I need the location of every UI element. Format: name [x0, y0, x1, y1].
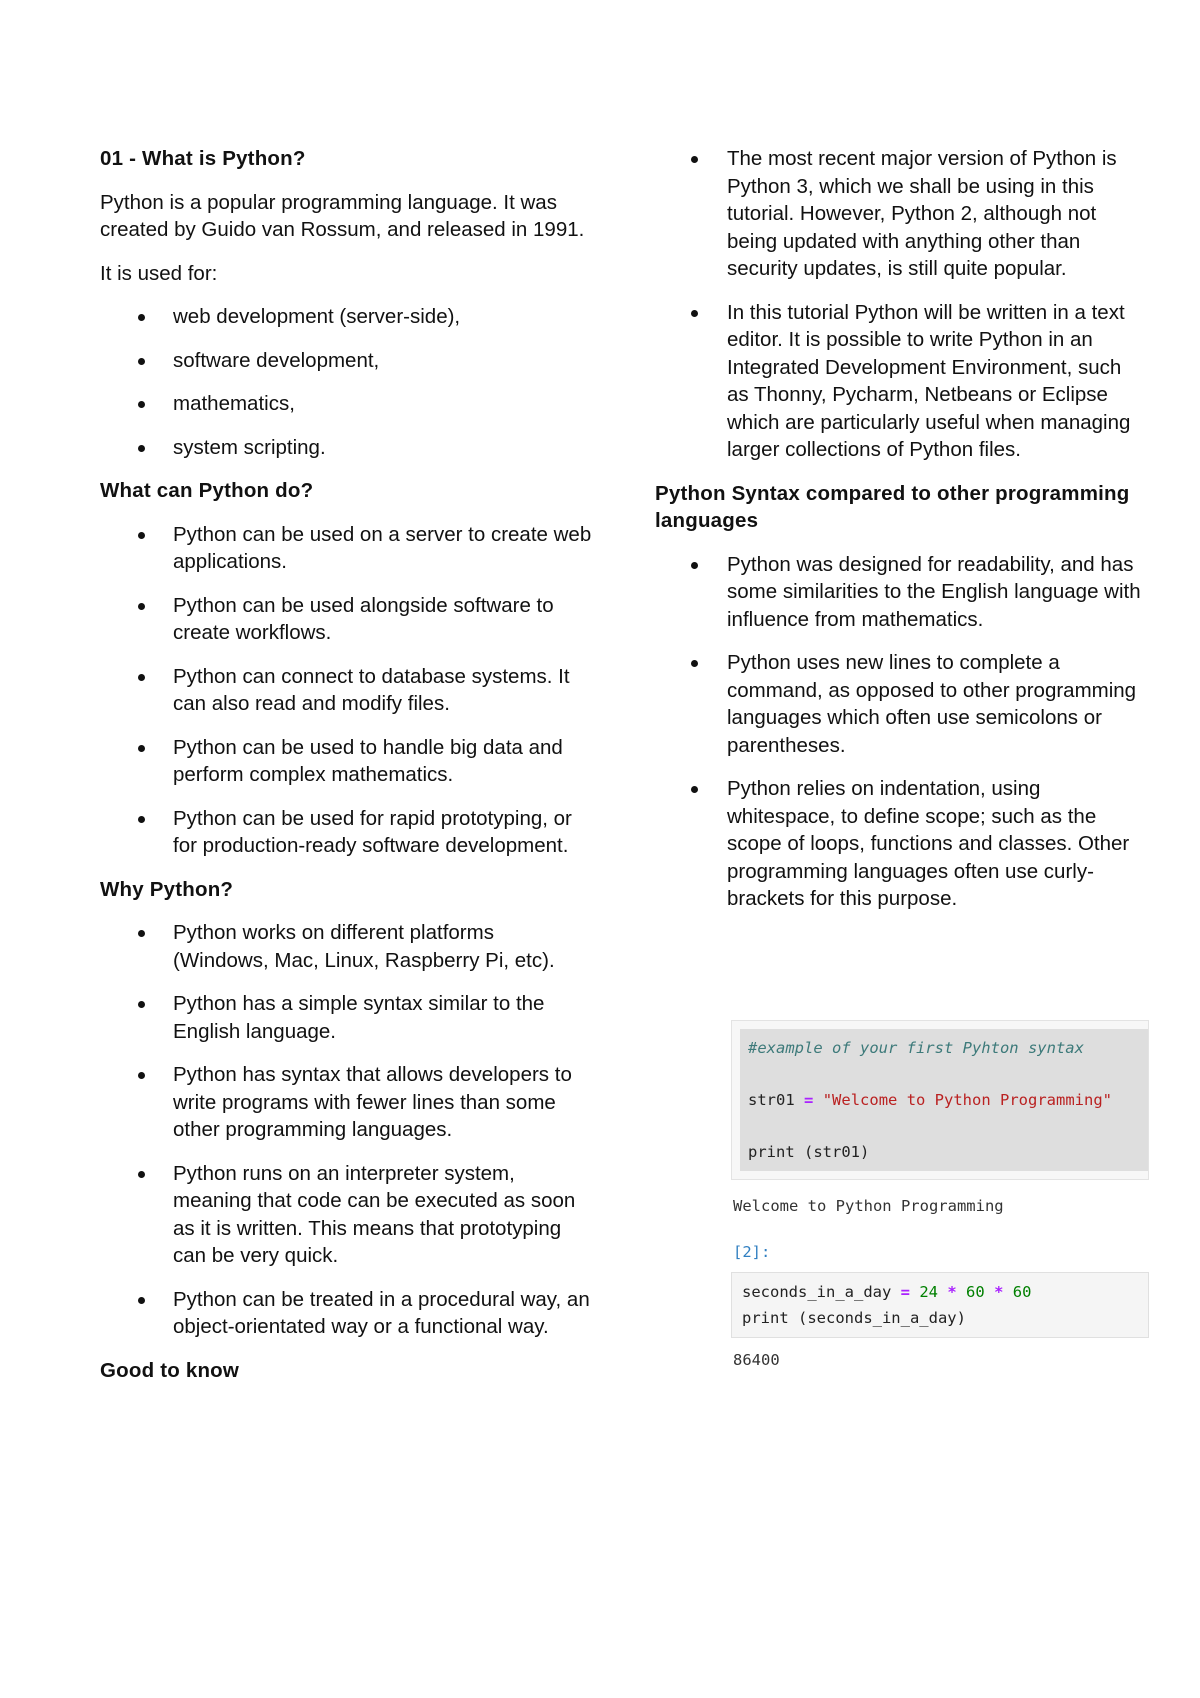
section-title-what-can-python-do: What can Python do? — [100, 479, 314, 502]
code-number: 24 — [919, 1283, 939, 1301]
list-item: web development (server-side), — [100, 303, 595, 331]
list-item: mathematics, — [100, 390, 595, 418]
list-item: Python can be used alongside software to create workflows. — [100, 592, 595, 647]
code-cell-2 — [731, 1272, 1149, 1338]
code-cell-2-output: 86400 — [733, 1351, 780, 1369]
list-item: Python relies on indentation, using whitespace, to define scope; such as the scope of loops, functions and classes. Other programming languages often use curly-brackets for this purpose. — [655, 775, 1145, 913]
code-cell-1-input — [740, 1029, 1148, 1171]
list-item: Python works on different platforms (Windows, Mac, Linux, Raspberry Pi, etc). — [100, 919, 595, 974]
code-variable: str01 — [748, 1091, 795, 1109]
code-cell-1 — [731, 1020, 1149, 1180]
code-cell-1-output: Welcome to Python Programming — [733, 1197, 1004, 1215]
code-variable: seconds_in_a_day — [742, 1283, 892, 1301]
code-string: "Welcome to Python Programming" — [822, 1091, 1112, 1109]
notebook-screenshot — [731, 1020, 1149, 1372]
code-operator: * — [994, 1283, 1004, 1301]
list-item: system scripting. — [100, 434, 595, 462]
intro-paragraph: Python is a popular programming language. It was created by Guido van Rossum, and released in 1991. — [100, 190, 585, 241]
good-to-know-list — [655, 145, 1145, 464]
capabilities-list — [100, 521, 595, 860]
list-item: Python has a simple syntax similar to the English language. — [100, 990, 595, 1045]
code-number: 60 — [966, 1283, 985, 1301]
list-item: Python has syntax that allows developers to write programs with fewer lines than some other programming languages. — [100, 1061, 595, 1144]
list-item: Python can be used on a server to create web applications. — [100, 521, 595, 576]
code-operator: = — [900, 1283, 910, 1301]
list-item: Python was designed for readability, and has some similarities to the English language with influence from mathematics. — [655, 551, 1145, 634]
uses-list — [100, 303, 595, 461]
list-item: Python can be treated in a procedural way, an object-orientated way or a functional way. — [100, 1286, 595, 1341]
syntax-list — [655, 551, 1145, 913]
section-title-good-to-know: Good to know — [100, 1358, 240, 1382]
used-for-label: It is used for: — [100, 261, 218, 285]
right-column — [655, 145, 1145, 929]
left-column — [100, 145, 595, 1400]
section-title-what-is-python: 01 - What is Python? — [100, 147, 306, 170]
section-title-why-python: Why Python? — [100, 877, 234, 901]
list-item: Python can connect to database systems. It can also read and modify files. — [100, 663, 595, 718]
list-item: The most recent major version of Python is Python 3, which we shall be using in this tutorial. However, Python 2, although not being updated with anything other than security updates, is still quite popular. — [655, 145, 1145, 283]
list-item: software development, — [100, 347, 595, 375]
why-python-list — [100, 919, 595, 1341]
code-print: print (str01) — [748, 1143, 870, 1161]
code-operator: = — [804, 1091, 814, 1109]
cell-prompt: [2]: — [733, 1243, 771, 1261]
code-number: 60 — [1012, 1283, 1032, 1301]
list-item: In this tutorial Python will be written in a text editor. It is possible to write Python in an Integrated Development Environment, such as Thonny, Pycharm, Netbeans or Eclipse which are particularly useful when managing larger collections of Python files. — [655, 299, 1145, 464]
list-item: Python can be used to handle big data and perform complex mathematics. — [100, 734, 595, 789]
list-item: Python uses new lines to complete a command, as opposed to other programming languages which often use semicolons or parentheses. — [655, 649, 1145, 759]
code-print: print (seconds_in_a_day) — [742, 1309, 966, 1327]
list-item: Python can be used for rapid prototyping, or for production-ready software development. — [100, 805, 595, 860]
list-item: Python runs on an interpreter system, meaning that code can be executed as soon as it is written. This means that prototyping can be very quick. — [100, 1160, 595, 1270]
code-operator: * — [947, 1283, 957, 1301]
section-title-python-syntax: Python Syntax compared to other programming languages — [655, 481, 1130, 532]
code-comment: #example of your first Pyhton syntax — [748, 1039, 1084, 1057]
